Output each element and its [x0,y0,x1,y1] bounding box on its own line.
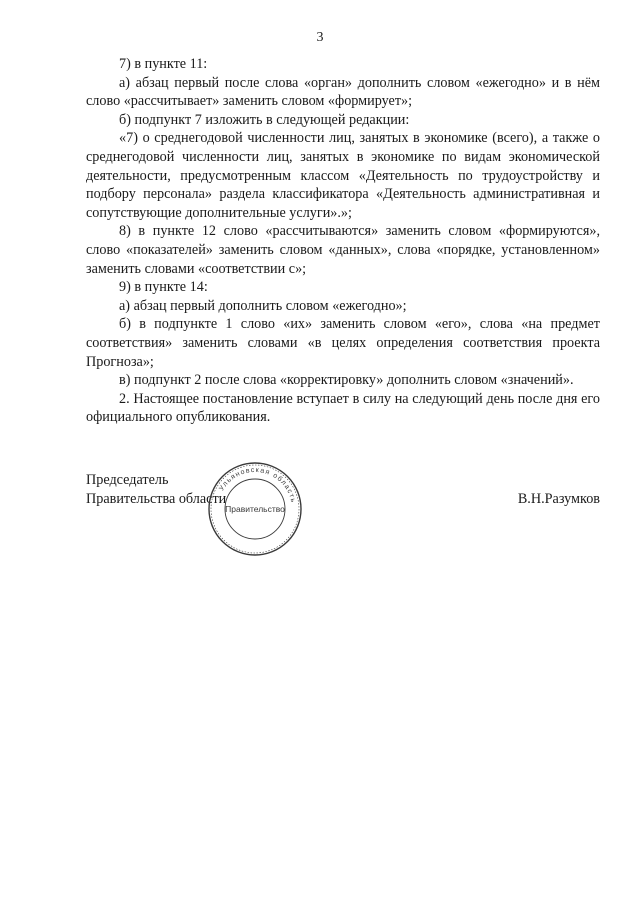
document-body [86,55,600,427]
signatory-title-line2: Правительства области [86,490,227,507]
paragraph-effective-date: 2. Настоящее постановление вступает в силу на следующий день после дня его официального опубликования. [86,390,600,426]
paragraph-item-7: 7) в пункте 11: [119,56,208,72]
signatory-title-line1: Председатель [86,472,169,488]
paragraph-item-7b: б) подпункт 7 изложить в следующей редакции: [119,111,410,128]
paragraph-item-9a: а) абзац первый дополнить словом «ежегодно»; [119,297,407,314]
seal-ring-text: Ульяновская область [218,466,297,505]
paragraph-item-9b: б) в подпункте 1 слово «их» заменить словом «его», слова «на предмет соответствия» заменить словами «в целях определения соответствия проекта Прогноза»; [86,316,600,370]
official-seal [205,459,305,559]
signatory-name: В.Н.Разумков [517,490,600,507]
paragraph-item-9c: в) подпункт 2 после слова «корректировку» дополнить словом «значений». [119,372,574,389]
seal-graphic [205,459,305,559]
signature-block [86,471,600,531]
paragraph-item-7a: а) абзац первый после слова «орган» дополнить словом «ежегодно» и в нём слово «рассчитывает» заменить словом «формирует»; [86,74,600,110]
paragraph-item-8: 8) в пункте 12 слово «рассчитываются» заменить словом «формируются», слово «показателей» заменить словом «данных», слова «порядке, установленном» заменить словами «соответствии с»; [86,223,600,277]
paragraph-item-9: 9) в пункте 14: [119,279,208,296]
seal-center-text: Правительство [225,504,285,514]
paragraph-new-wording: «7) о среднегодовой численности лиц, занятых в экономике (всего), а также о среднегодовой численности лиц, занятых в экономике по видам экономической деятельности, предусмотренным классом «Деятельность по трудоустройству и подбору персонала» раздела классификатора «Деятельность административная и сопутствующие дополнительные услуги».»; [86,130,600,221]
page-number: 3 [316,30,324,45]
